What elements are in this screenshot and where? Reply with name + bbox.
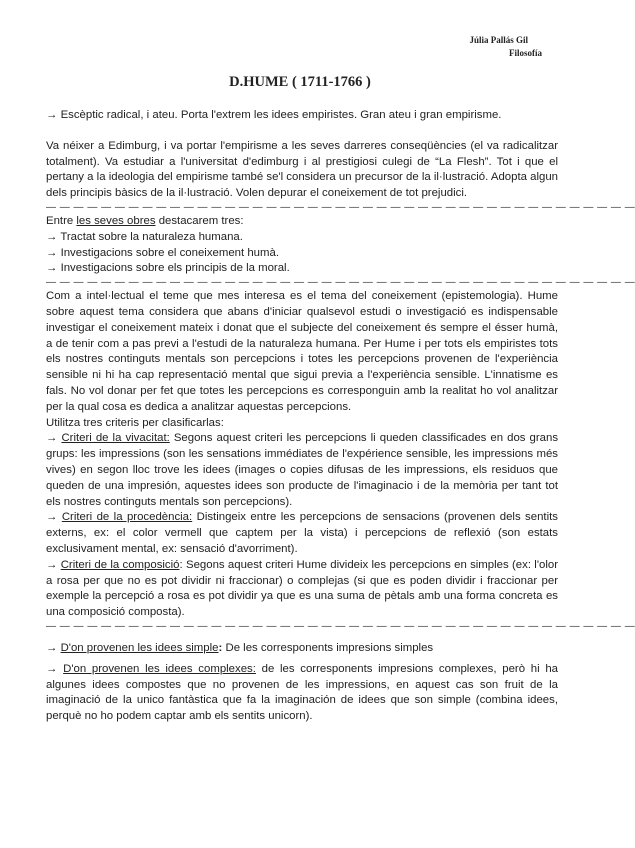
arrow-icon: → <box>46 246 58 259</box>
author-name: Júlia Pallás Gil <box>469 35 528 45</box>
criterion-label: Criteri de la procedència: <box>61 511 193 524</box>
origin-complex: → D'on provenen les idees complexes: de les corresponents impresions complexes, però hi ha algunes idees compostes que no provenen de les impressions, en aquest cas son fruit de la imaginació de la unico fantàstica que fa la imaginación de idees que son simple (combina idees, perquè no ho podem captar amb els sentits unicorn). <box>46 662 558 723</box>
bio-paragraph: Va néixer a Edimburg, i va portar l'empirisme a les seves darreres conseqüències (el va radicalitzar totalment). Va estudiar a l'universitat d'edimburg i al prestigiosi culegi de “La Flesh”. Tot i que el pertany a la ideologia del empirisme també se'l considera un precursor de la il·lustració. Adopta algun dels principis bàsics de la il·lustració. Volen depurar el coneixement de tot prejudici. <box>46 139 558 200</box>
arrow-icon: → <box>46 511 58 524</box>
criteria-intro: Utilitza tres criteris per clasificarlas: <box>46 416 224 429</box>
criterion-label: Criteri de la composició <box>60 558 180 571</box>
works-section <box>46 214 558 277</box>
dashed-divider: — — — — — — — — — — — — — — — — — — — — — — — — — — — — — — — — — — — — — — — — — — — <box>46 277 635 289</box>
knowledge-paragraph: Com a intel·lectual el teme que mes interesa es el tema del coneixement (epistemologia). Hume sobre aquest tema considera que abans d'iniciar qualsevol estudi o investigació es indispensable investigar el coneixement mateix i donat que el subjecte del coneixement és sempre el ésser humà, a de tenir com a pas previ a l'estudi de la naturaleza humana. Per Hume i per tots els empiristes tots els nostres continguts mentals son percepcions i totes les percepcions provenen de l'experiència sensible ni hi ha cap representació mental que sigui previa a l'experiència sensible. L'innatisme es fals. No vol donar per fet que totes les percepcions es corresponguin amb la realitat ho vol analitzar per la qual cosa es dedica a analitzar aquestas percepcions. <box>46 290 558 413</box>
arrow-icon: → <box>46 641 58 654</box>
arrow-icon: → <box>46 230 58 243</box>
criterion-composition: → Criteri de la composició: Segons aquest criteri Hume divideix les percepcions en simples (ex: l'olor a rosa per que no es pot dividir ni fraccionar) o complejas (si que es poden dividir i fraccionar per exemple la percepció a rosa es pot dividir ya que es una suma de pètals amb una forma concreta es una composició composta). <box>46 558 558 619</box>
arrow-icon: → <box>46 558 58 571</box>
document-body <box>46 108 635 725</box>
list-item: → Investigacions sobre els principis de la moral. <box>46 262 290 275</box>
list-item: → Investigacions sobre el coneixement humà. <box>46 246 280 259</box>
dashed-divider: — — — — — — — — — — — — — — — — — — — — — — — — — — — — — — — — — — — — — — — — — — — <box>46 201 635 213</box>
origin-label: D'on provenen les idees complexes: <box>63 662 256 675</box>
criterion-vivacity: → Criteri de la vivacitat: Segons aquest criteri les percepcions li queden classificades en dos grans grups: les impressions (son les sensations immédiates de l'expérience sensible, les impressions més vives) en segon lloc trove les idees (images o copies difusas de les impressions, els residuos que queden de una impresión, aquestes idees son producte de l'imaginacio i de la memòria per tant tot els nostres continguts mentals son percepcions). <box>46 432 559 508</box>
criterion-label: Criteri de la vivacitat: <box>61 432 170 445</box>
works-underlined: les seves obres <box>76 214 156 227</box>
list-item: → Tractat sobre la naturaleza humana. <box>46 230 243 243</box>
arrow-icon: → <box>46 662 58 675</box>
origin-simple: → D'on provenen les idees simple: De les corresponents impresions simples <box>46 641 434 654</box>
arrow-icon: → <box>46 262 58 275</box>
page-title: D.HUME ( 1711-1766 ) <box>229 74 371 90</box>
origin-label: D'on provenen les idees simple <box>60 641 219 654</box>
author-header <box>469 34 542 60</box>
intro-paragraph: → Escèptic radical, i ateu. Porta l'extrem les idees empiristes. Gran ateu i gran empirisme. <box>46 109 502 121</box>
criterion-origin: → Criteri de la procedència: Distingeix entre les percepcions de sensacions (provenen dels sentits externs, ex: el color vermell que captem per la vista) i percepcions de reflexió (son estats exclusivament mental, ex: sensació d'avorriment). <box>46 511 558 555</box>
dashed-divider: — — — — — — — — — — — — — — — — — — — — — — — — — — — — — — — — — — — — — — — — — — — <box>46 620 635 632</box>
arrow-icon: → <box>46 432 58 445</box>
works-heading: Entre les seves obres destacarem tres: <box>46 214 244 227</box>
arrow-icon: → <box>46 109 58 121</box>
subject-label: Filosofía <box>509 48 542 58</box>
